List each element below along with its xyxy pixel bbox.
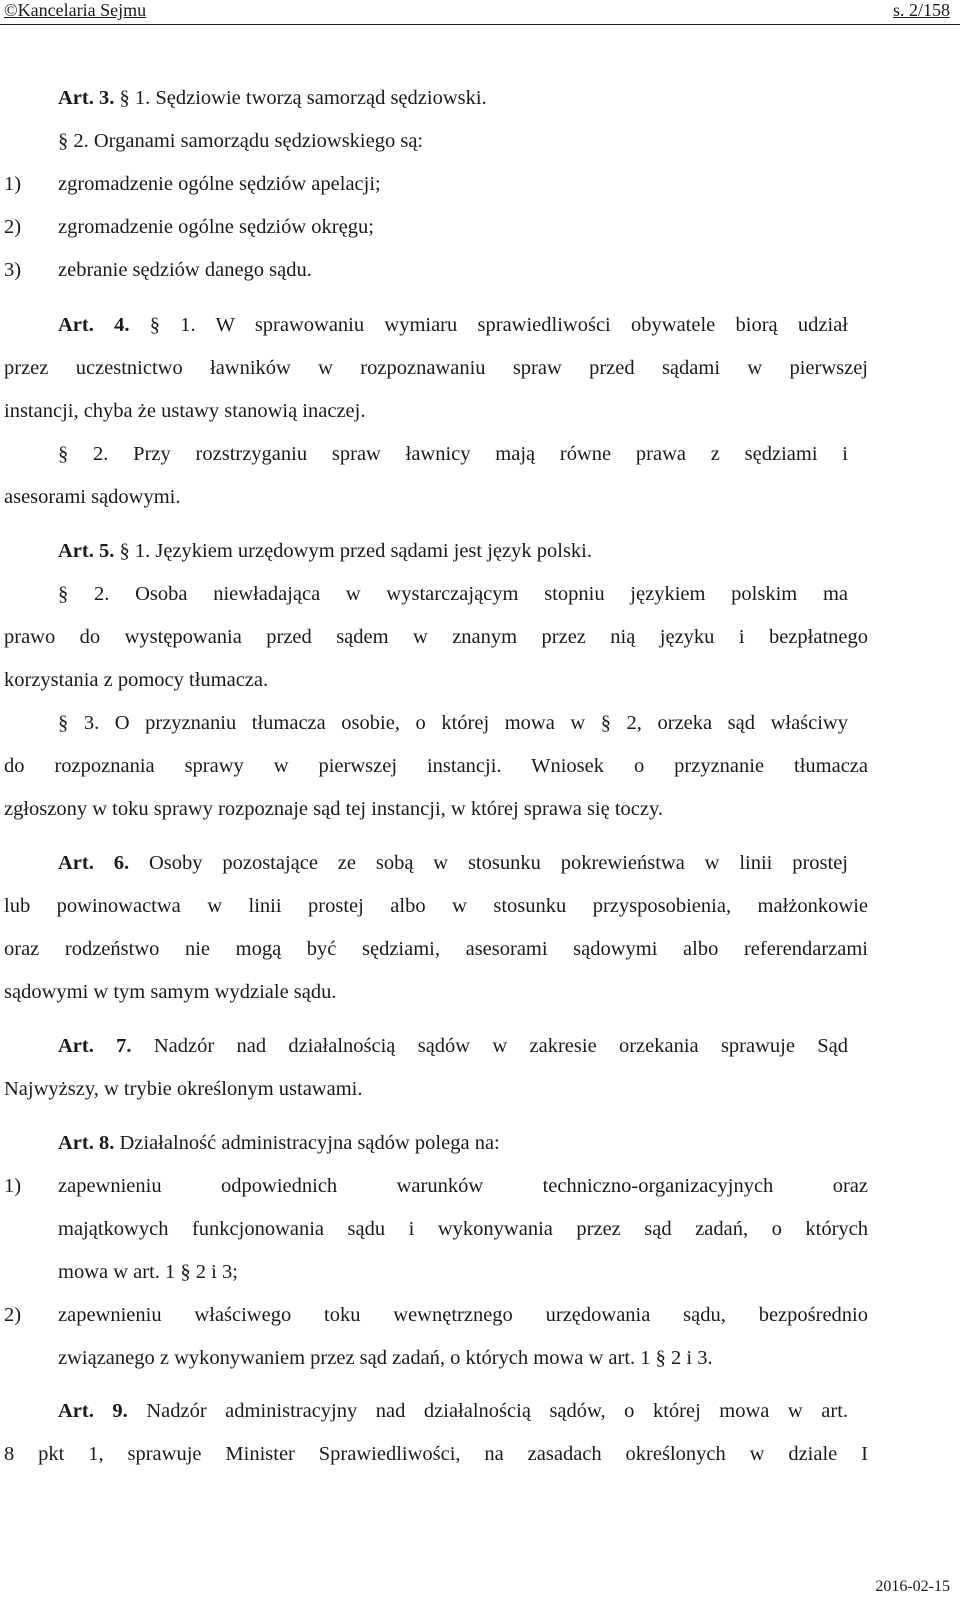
header-page-number: s. 2/158 [892,0,950,20]
list-number: 2) [4,216,22,238]
art-5-par-1: Art. 5. § 1. Językiem urzędowym przed sądami jest język polski. [58,540,592,562]
art-8-item-1-line-1: zapewnieniu odpowiednich warunków techniczno-organizacyjnych oraz [58,1175,868,1197]
art-8-item-1-line-2: majątkowych funkcjonowania sądu i wykonywania przez sąd zadań, o których [58,1218,868,1240]
list-item: zgromadzenie ogólne sędziów okręgu; [58,216,374,238]
art-6-line-3: oraz rodzeństwo nie mogą być sędziami, asesorami sądowymi albo referendarzami [4,938,868,960]
list-item: zgromadzenie ogólne sędziów apelacji; [58,173,381,195]
list-number: 1) [4,173,22,195]
art-5-par-2-line-2: prawo do występowania przed sądem w znanym przez nią języku i bezpłatnego [4,626,868,648]
art-4-par-2-line-1: § 2. Przy rozstrzyganiu spraw ławnicy mają równe prawa z sędziami i [58,443,848,465]
art-4-line-2: przez uczestnictwo ławników w rozpoznawaniu spraw przed sądami w pierwszej [4,357,868,379]
art-8-item-1-line-3: mowa w art. 1 § 2 i 3; [58,1261,238,1283]
art-8-item-2-line-2: związanego z wykonywaniem przez sąd zadań, o których mowa w art. 1 § 2 i 3. [58,1347,713,1369]
art-5-par-3-line-2: do rozpoznania sprawy w pierwszej instancji. Wniosek o przyznanie tłumacza [4,755,868,777]
art-3-par-1: Art. 3. § 1. Sędziowie tworzą samorząd sędziowski. [58,87,487,109]
art-7-line-2: Najwyższy, w trybie określonym ustawami. [4,1078,363,1100]
list-number: 1) [4,1175,22,1197]
art-9-line-2: 8 pkt 1, sprawuje Minister Sprawiedliwości, na zasadach określonych w dziale I [4,1443,868,1465]
art-6-line-4: sądowymi w tym samym wydziale sądu. [4,981,337,1003]
art-5-par-2-line-3: korzystania z pomocy tłumacza. [4,669,269,691]
list-item: zebranie sędziów danego sądu. [58,259,312,281]
art-4-line-1: Art. 4. § 1. W sprawowaniu wymiaru sprawiedliwości obywatele biorą udział [58,314,849,336]
footer-date: 2016-02-15 [875,1578,950,1595]
art-9-line-1: Art. 9. Nadzór administracyjny nad działalnością sądów, o której mowa w art. [58,1400,849,1422]
art-7-line-1: Art. 7. Nadzór nad działalnością sądów w zakresie orzekania sprawuje Sąd [58,1035,849,1057]
header-source: ©Kancelaria Sejmu [4,0,147,20]
art-4-par-2-line-2: asesorami sądowymi. [4,486,181,508]
art-5-par-3-line-1: § 3. O przyznaniu tłumacza osobie, o której mowa w § 2, orzeka sąd właściwy [58,712,848,734]
list-number: 3) [4,259,22,281]
art-3-par-2: § 2. Organami samorządu sędziowskiego są: [58,130,424,152]
art-6-line-2: lub powinowactwa w linii prostej albo w stosunku przysposobienia, małżonkowie [4,895,868,917]
art-5-par-2-line-1: § 2. Osoba niewładająca w wystarczającym stopniu językiem polskim ma [58,583,848,605]
art-5-par-3-line-3: zgłoszony w toku sprawy rozpoznaje sąd tej instancji, w której sprawa się toczy. [4,798,664,820]
art-6-line-1: Art. 6. Osoby pozostające ze sobą w stosunku pokrewieństwa w linii prostej [58,852,849,874]
art-8-item-2-line-1: zapewnieniu właściwego toku wewnętrznego urzędowania sądu, bezpośrednio [58,1304,868,1326]
page-header [0,0,960,25]
art-8-intro: Art. 8. Działalność administracyjna sądów polega na: [58,1132,500,1154]
art-4-line-3: instancji, chyba że ustawy stanowią inaczej. [4,400,366,422]
list-number: 2) [4,1304,22,1326]
